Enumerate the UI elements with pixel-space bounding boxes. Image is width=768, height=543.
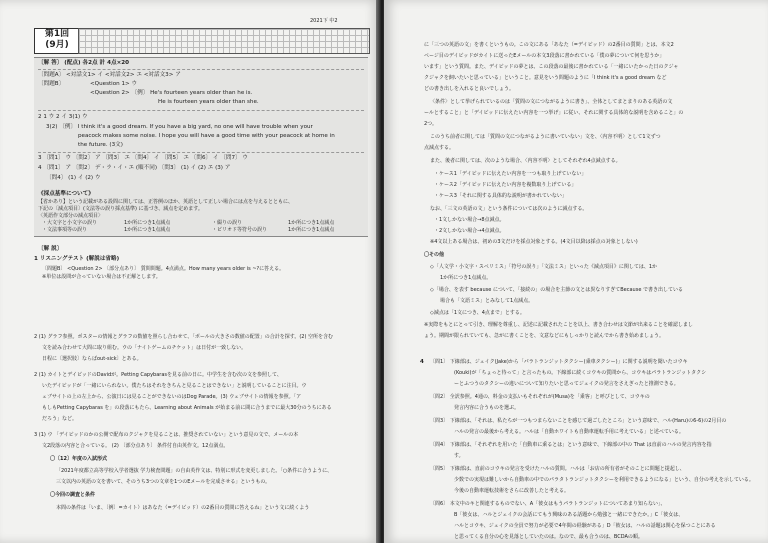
right-line: 点減点する。 bbox=[424, 145, 455, 151]
criteria-item-value: 1か所につき1点減点 bbox=[124, 220, 171, 226]
right-line: 〈条件〉として挙げられているのは「質問の文につながるように書き」、全体としてまとまりのある英語の文 bbox=[430, 99, 673, 105]
right-line: クジャクを飼いたいと思っている」ということ。意見をいう問題のように「I think it's a good dream など bbox=[424, 75, 667, 81]
explain-line: 本問の条件は「いま、〔例〕=カイト）はあなた（=デイビッド）の2番目の質問に答えるね」という文に続くよう bbox=[56, 505, 310, 511]
explain-line: 文2段落の内容と合っている。 (2) 〔部分点あり〕 条件付自由英作文。12点満点。 bbox=[42, 443, 229, 449]
criteria-p2: 下記の〔減点項目〕(文法等の誤り採点基準) に基づき、減点を定めます。 bbox=[38, 206, 203, 212]
answer-q3: 3 〔問1〕 ウ 〔問2〕 ア 〔問3〕 エ 〔問4〕 イ 〔問5〕 エ 〔問6〕 イ 〔問7〕 ウ bbox=[38, 155, 248, 161]
answer-q2-3b: peacock makes some noise. I hope you will have a good time with your peacock at home in bbox=[78, 133, 335, 139]
right-line: ※4文以上ある場合は、初めの3文だけを採点対象とする。(4文目以降は採点の対象としない) bbox=[430, 239, 638, 245]
right-case: ・ケース2「デイビッドに伝えたい内容を複数取り上げている」 bbox=[434, 182, 577, 188]
title-box bbox=[34, 28, 80, 54]
explain-line: 2 (1) カイトとデイビッドのDavidが。Petting Capybarasを見る前の日に。中学生を含む次の文を参照して、 bbox=[34, 372, 282, 378]
answer-q4-1: 4 〔問1〕 ア 〔問2〕 デ・ラ・イ・エ (順不同) 〔問3〕 (1) イ (2) エ (3) ア bbox=[38, 165, 231, 171]
right-line: 発言内容に合うものを選ぶ。 bbox=[454, 405, 520, 411]
right-line: このうち前者に関しては「質問の文につながるように書いていない」文を、〈内容不明〉として1文ずつ bbox=[430, 134, 661, 140]
right-line: ハルとコウキ、ジェイクの全員で努力が必要で4年間の経験がある」D「彼女は、ハルの話題は関心を保つことにある bbox=[454, 523, 716, 529]
answer-q4-2: 〔問4〕 (1) イ (2) ウ bbox=[46, 175, 101, 181]
explain-q1: 1 リスニングテスト (解説は省略) bbox=[34, 256, 120, 262]
divider bbox=[38, 152, 364, 153]
explain-line: いたデイビッドが「一緒にいられない。僕たちはそれをきちんと見ることはできない」と説明していることに注目。ウ bbox=[42, 383, 307, 389]
explain-line: 三文以内の英語の文を書いて、そのうち3つの文章を1つのEメールを完成させる」というもの。 bbox=[56, 479, 271, 485]
right-line: います」という質問。また、デイビッドの夢とは、この段落の最後に書かれている「一緒にいたかった日のクジャ bbox=[424, 64, 679, 70]
right-line: (Kouki)が「ちょっと待って」と言ったもの。下線部に続くコウキの質問から、コウキはパラトランジットタクシ bbox=[454, 370, 707, 376]
right-line: 今後の自動車運転技術をさらに改善したと考える。 bbox=[454, 488, 570, 494]
right-line: ハルの発言の最後から考える。ハルは「自動ホワイトも自動車運転手用に考えている」と述べている。 bbox=[454, 429, 684, 435]
explain-line: 「2021年度都立高等学校入学者選抜 学力検査問題」の自由英作文は、特別に形式を変更しました。「○条件に合うように、 bbox=[56, 468, 333, 474]
title-sub: (9月) bbox=[45, 40, 69, 50]
right-page bbox=[310, 0, 768, 543]
divider bbox=[38, 69, 364, 70]
right-line: 〔問1〕 下線部は、ジェイク(Jake)から「パラトランジットタクシー(乗車タクシー)」に関する説明を聞いたコウキ bbox=[430, 359, 688, 365]
answer-q2-3c: the future. (3文) bbox=[78, 142, 123, 148]
criteria-item-label: ・綴りの誤り bbox=[212, 220, 243, 226]
right-line: ょう。期間が限られていても、急がに書くことを、文意などにもしっかりと読んでから書き始めましょう。 bbox=[424, 333, 665, 339]
criteria-item-value: 1か所につき1点減点 bbox=[288, 227, 335, 233]
title-main: 第1回 bbox=[44, 29, 70, 39]
right-q4-label: 4 bbox=[420, 359, 424, 365]
answer-q1-b-label: 〔問題B〕 bbox=[38, 81, 65, 87]
explain-q1b: 〔問題B〕 <Question 2> 〔部分点あり〕 質問問題。4点満点。How many years older is ~?に答える。 bbox=[42, 266, 285, 272]
right-line: また、後者に関しては、次のような場合、〈内容不明〉としてそれぞれ4点減点する。 bbox=[430, 158, 621, 164]
right-line: ・1文しかない場合→8点減点。 bbox=[434, 217, 505, 223]
criteria-item-value: 1か所につき1点減点 bbox=[124, 227, 171, 233]
right-line: 〔問6〕 本文中のキと関連するものでない、A「彼女はもうパラトランジットについてあまり知らない」、 bbox=[430, 501, 666, 507]
criteria-title: 《採点基準について》 bbox=[38, 191, 94, 197]
criteria-p1: 【省かあり】という記載がある設問に関しては、正答例のほか、英語として正しい場合には点を与えるとともに、 bbox=[38, 199, 294, 205]
answer-q1-a: 〔問題A〕 <対話文1> イ <対話文2> エ <対話文3> ア bbox=[38, 72, 181, 78]
right-line: ※実際をもとにとって引き、理解を尊重し、記述に記載されたことを以上、書き合わせは文節が出来ることを確認しまし bbox=[424, 322, 693, 328]
right-line: 場合も「文語ミス」とみなして1点減点。 bbox=[440, 298, 534, 304]
right-line: ◇減点は「1文につき、4点まで」とする。 bbox=[430, 310, 525, 316]
right-line: ーとふつうのタクシーの違いについて知りたいと思ってジェイクの発言をさえぎったと推測できる。 bbox=[454, 381, 679, 387]
right-line: に「三つの英語の文」を書くというもの。この文にある「あなた（=デイビッド）の2番目の質問」とは、本文2 bbox=[424, 42, 674, 48]
page-ref: 2021下 中2 bbox=[310, 18, 338, 24]
explain-line: 3 (1) ウ 「デイビッドのかの公開で配布のクジャクを見ることは、推奨されていない」という意見の文で、メールの本 bbox=[34, 432, 299, 438]
explain-line: もしもPetting Capybaras を」の段落にもたら、Learning about Animals が始まる前に間に合うまでに最大30分のうちにある bbox=[42, 405, 332, 411]
right-line: B「彼女は、ハルとジェイクの会話にてもう興味のある話題から勉強と一緒にできたか。」C「彼女は、 bbox=[454, 512, 684, 518]
explain-line: 〇今回の調査と条件 bbox=[50, 492, 96, 498]
right-line: 〔問3〕 下線部は、「それは、私たちが一つもつまらないことを感じて過ごしたところ」という意味で、ハル(Haru)の6-6)の2月目の bbox=[430, 418, 727, 424]
criteria-item-value: 1か所につき1点減点 bbox=[288, 220, 335, 226]
answer-q2-3: 3(2) 〔例〕 I think it's a good dream. If you have a big yard, no one will have trouble when your bbox=[46, 124, 313, 130]
criteria-item-label: ・文法事項等の誤り bbox=[42, 227, 88, 233]
right-line: なお、「三文の英語の文」という条件については次のように減点する。 bbox=[430, 206, 588, 212]
criteria-p3: 〈英語作文部分の減点項目〉 bbox=[38, 213, 104, 219]
divider bbox=[38, 110, 364, 111]
explain-line: 文を読み合わせて大問に取り組む。ウの「ナイトゲームのチケット」は日付が一致しない。 bbox=[42, 345, 247, 351]
explain-heading: 〔解 説〕 bbox=[38, 246, 63, 252]
explain-line: 2 (1) グラフ参照。ポスターの情報とグラフの数値を照らし合わせて、「ボールの大きさの数値の配置」の合計を探す。(2) 空所を含む bbox=[34, 334, 334, 340]
right-line: ・2文しかない場合→4点減点。 bbox=[434, 228, 505, 234]
answer-q1-b3: He is fourteen years older than she. bbox=[158, 99, 259, 105]
explain-line: 日程に〔選択肢〕ならばout-sick〕とある。 bbox=[42, 356, 142, 362]
right-line: 〔問5〕 下線部は、直前のコウキの発言を受けたハルの質問。ハルは「お店の所有者がそのことに問題と提起し、 bbox=[430, 466, 685, 472]
explain-line: 〇〔12〕年度の入試形式 bbox=[50, 456, 107, 462]
criteria-item-label: ・ピリオド等符号の誤り bbox=[212, 227, 267, 233]
explain-q1c: ※単位は設問が合っていない場合は不正解とします。 bbox=[42, 274, 161, 280]
score-grid bbox=[78, 28, 370, 54]
right-line: 〔問4〕 下線部は、「それぞれを用いた「自動車に乗るとは」という意味で、下線部の中の That は直前のハルの発言内容を指 bbox=[430, 442, 712, 448]
explain-line: ェブサイトの上の左上から、公演日には見ることができないのはDog Parade。(3) ウェブサイトの情報を参照。「ア bbox=[42, 394, 302, 400]
answer-q2: 2 1 ウ 2 イ 3(1) ウ bbox=[38, 114, 88, 120]
right-line: ページ目のデイビッドがカイトに送ったEメールの本文3段落に書かれている「僕の夢について何を思うか」 bbox=[424, 53, 665, 59]
criteria-item-label: ・大文字と小文字の誤り bbox=[42, 220, 98, 226]
right-line: 〔問2〕 全訳参照。4通の、料金の支払いもそれぞれが(Musa)を「乗客」と呼びとして、コウキの bbox=[430, 394, 650, 400]
left-page bbox=[0, 0, 380, 543]
right-line: ールとすること」と「デイビッドに伝えたい内容を一つ挙げ」に従い、それに関する具体的な説明を含めること」の bbox=[424, 110, 684, 116]
right-line: 少数での実現は難しいから自動車の中でのパラタトランジットタクシーを利用できるようになる」という、自分の考えを示している。 bbox=[454, 477, 754, 483]
right-line: 1か所につき1点減点。 bbox=[440, 275, 492, 281]
explain-line: だろう」など。 bbox=[42, 416, 78, 422]
right-case: ・ケース3「それに関する具体的な説明が書かれていない」 bbox=[434, 193, 567, 199]
right-line: ◇「場合、を表す because について、「接続の」の場合を主節の文とは異なりすぎてBecause で書き出している bbox=[430, 287, 684, 293]
right-line: 〇その他 bbox=[424, 252, 445, 258]
right-line: ◇「人文学・小文字・スペリミス」「符号の誤り」「文法ミス」といった《減点項目》に関しては、1か bbox=[430, 264, 658, 270]
right-line: 2つ。 bbox=[424, 121, 437, 127]
right-line: す。 bbox=[454, 453, 464, 459]
answer-q1-b1: <Question 1> ウ bbox=[90, 81, 138, 87]
answers-heading: 〔解 答〕 (配点) 各2点 計 4点×20 bbox=[38, 60, 130, 66]
right-case: ・ケース1「デイビッドに伝えたい内容を一つも取り上げていない」 bbox=[434, 171, 587, 177]
right-line: と思ってくる自分の心を見落としていたのは。なので、最も合うのは、BCDAの順。 bbox=[454, 534, 643, 540]
right-line: どの書き出しを入れると良いでしょう。 bbox=[424, 86, 515, 92]
answer-q1-b2: <Question 2> 〔例〕 He's fourteen years older than he is. bbox=[90, 90, 253, 96]
